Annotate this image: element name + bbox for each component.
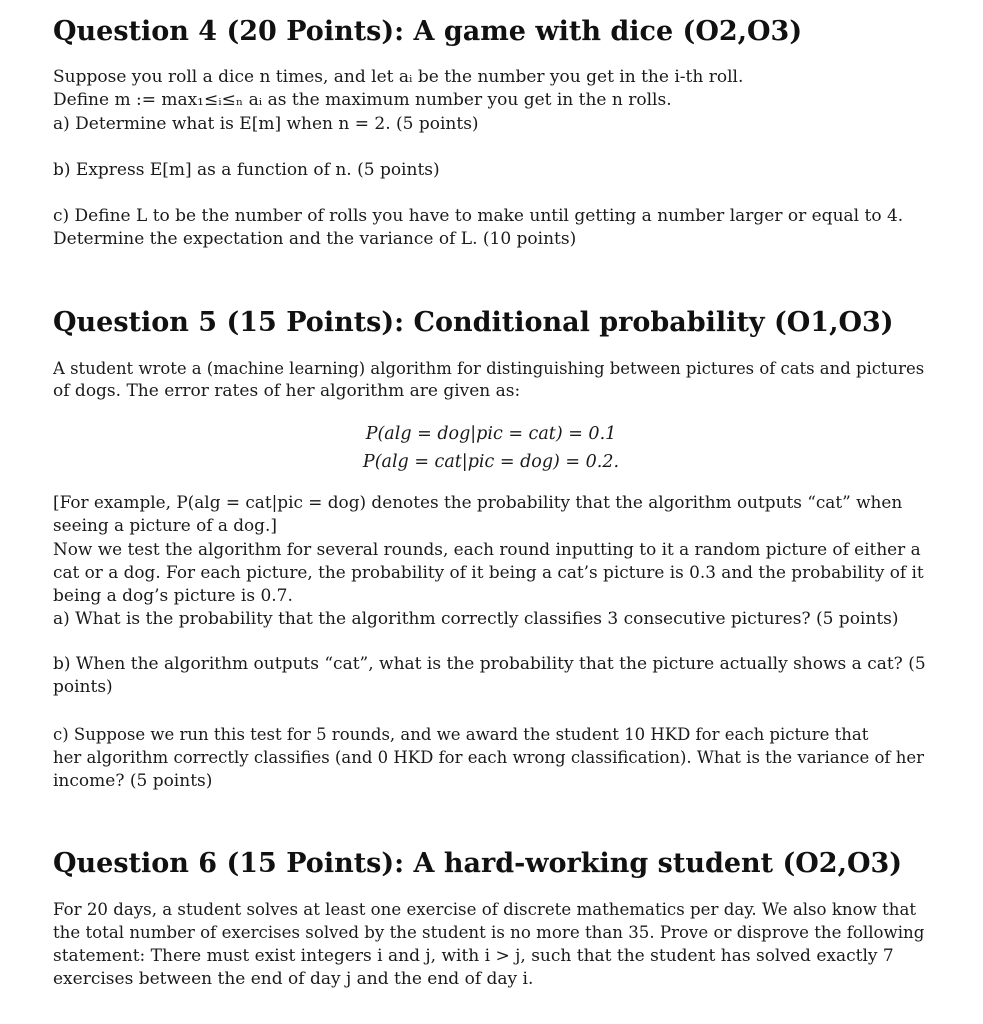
question-4-intro: [53, 66, 743, 136]
question-5-intro-line-1: A student wrote a (machine learning) algorithm for distinguishing between pictures of cats and pictures: [53, 359, 925, 378]
question-6-body-line-3: statement: There must exist integers i and j, with i > j, such that the student has solved exactly 7: [53, 945, 894, 966]
question-6-body: [53, 898, 924, 992]
question-5-part-b-line-2: points): [53, 677, 113, 698]
question-5-example-line-2: seeing a picture of a dog.]: [53, 515, 277, 536]
question-5-setup-line-2: cat or a dog. For each picture, the probability of it being a cat’s picture is 0.3 and the probability of it: [53, 562, 924, 583]
question-4-intro-line-2: Define m := max₁≤ᵢ≤ₙ aᵢ as the maximum number you get in the n rolls.: [53, 90, 672, 111]
question-4-part-c-line-1: c) Define L to be the number of rolls you have to make until getting a number larger or equal to 4.: [53, 206, 904, 226]
question-4-part-c-line-2: Determine the expectation and the variance of L. (10 points): [53, 229, 577, 250]
question-5-example-line-1: [For example, P(alg = cat|pic = dog) denotes the probability that the algorithm outputs “cat” when: [53, 492, 903, 512]
question-5-body: [53, 491, 924, 631]
question-5-part-c-line-1: c) Suppose we run this test for 5 rounds, and we award the student 10 HKD for each picture that: [53, 725, 869, 744]
question-5-title: Question 5 (15 Points): Conditional probability (O1,O3): [53, 307, 894, 338]
question-4-part-c: [53, 205, 903, 252]
question-5-part-c-line-3: income? (5 points): [53, 770, 213, 791]
question-6-body-line-1: For 20 days, a student solves at least one exercise of discrete mathematics per day. We also know that: [53, 900, 917, 919]
question-4-title: Question 4 (20 Points): A game with dice (O2,O3): [53, 16, 803, 47]
equation-dog-given-cat: P(alg = dog|pic = cat) = 0.1: [365, 424, 617, 444]
question-5-part-c: [53, 723, 924, 793]
question-5-part-a: a) What is the probability that the algorithm correctly classifies 3 consecutive pictures? (5 points): [53, 609, 899, 630]
question-6-title: Question 6 (15 Points): A hard-working student (O2,O3): [53, 848, 903, 879]
question-6-body-line-2: the total number of exercises solved by the student is no more than 35. Prove or disprove the following: [53, 923, 925, 943]
question-4-part-b: [53, 159, 440, 182]
question-5-setup-line-3: being a dog’s picture is 0.7.: [53, 585, 293, 606]
question-5-part-b: [53, 653, 926, 700]
question-4-part-b-text: b) Express E[m] as a function of n. (5 points): [53, 160, 440, 180]
equation-cat-given-dog: P(alg = cat|pic = dog) = 0.2.: [362, 452, 620, 472]
question-5-part-c-line-2: her algorithm correctly classifies (and 0 HKD for each wrong classification). What is the variance of her: [53, 748, 925, 768]
question-4-intro-line-1: Suppose you roll a dice n times, and let aᵢ be the number you get in the i-th roll.: [53, 67, 744, 87]
question-5-part-b-line-1: b) When the algorithm outputs “cat”, what is the probability that the picture actually shows a cat? (5: [53, 654, 926, 674]
question-6-body-line-4: exercises between the end of day j and the end of day i.: [53, 969, 534, 990]
question-5-equations: [53, 420, 929, 476]
question-5-intro: [53, 357, 924, 404]
question-4-part-a: a) Determine what is E[m] when n = 2. (5 points): [53, 113, 479, 134]
question-5-intro-line-2: of dogs. The error rates of her algorithm are given as:: [53, 381, 521, 402]
question-5-setup-line-1: Now we test the algorithm for several rounds, each round inputting to it a random picture of either a: [53, 538, 921, 559]
